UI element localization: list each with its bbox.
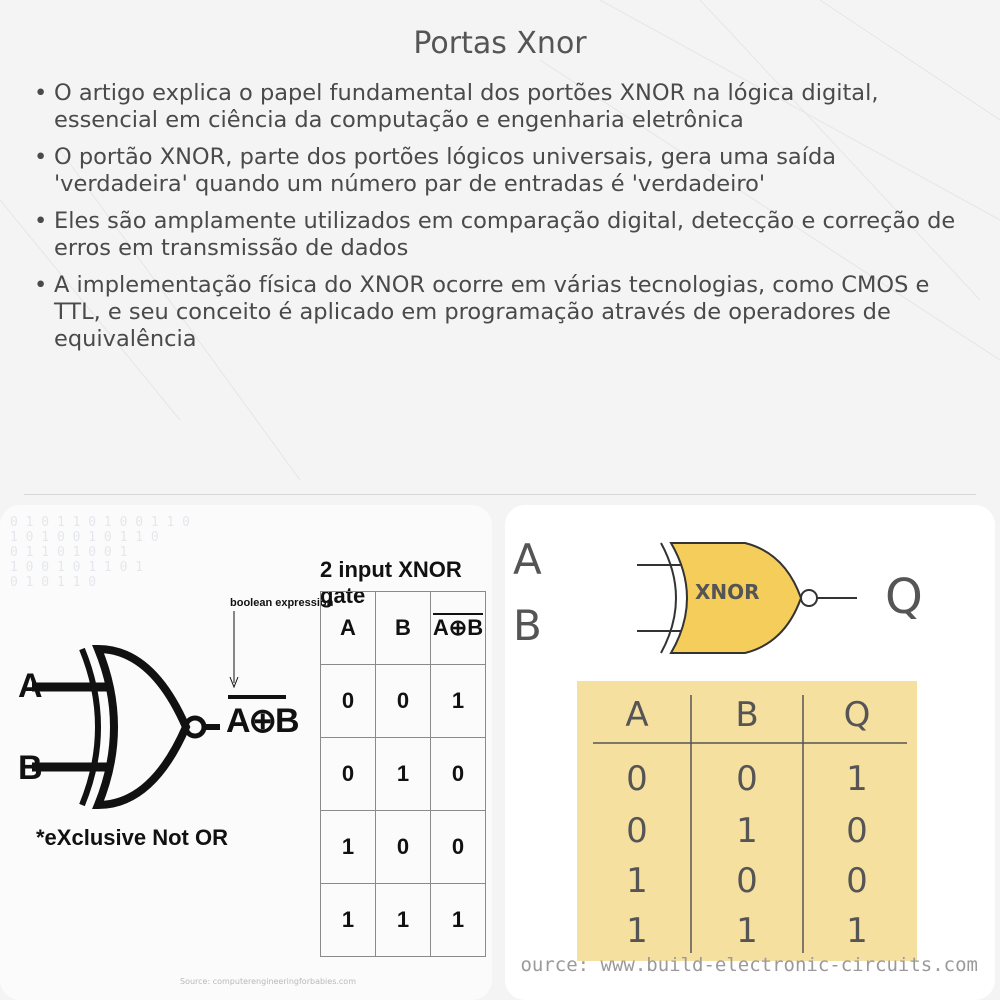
table-cell: 1 [321, 884, 376, 957]
gate-caption: *eXclusive Not OR [36, 825, 228, 850]
boolean-expression-label: boolean expression [230, 597, 334, 609]
table-cell: 0 [626, 759, 648, 799]
table-cell: 1 [376, 738, 431, 811]
table-cell: 0 [321, 738, 376, 811]
source-credit-left: Source: computerengineeringforbabies.com [180, 977, 356, 986]
right-xnor-image [505, 505, 995, 1000]
truth-table-right [577, 681, 917, 961]
table-cell: 1 [626, 911, 648, 951]
bullet-list [30, 80, 960, 363]
table-cell: 1 [321, 811, 376, 884]
table-header-q: Q [843, 695, 871, 735]
arrow-down-icon [228, 611, 240, 691]
truth-table-left [320, 591, 486, 957]
expression-overline [228, 695, 286, 699]
input-b-label: B [513, 601, 542, 650]
source-credit-right: ource: www.build-electronic-circuits.com [520, 954, 978, 976]
table-header-b: B [376, 592, 431, 665]
table-header-output: A⊕B [431, 592, 486, 665]
input-b-label: B [18, 749, 43, 787]
input-a-label: A [513, 535, 542, 584]
table-header-a: A [625, 695, 649, 735]
input-a-label: A [18, 667, 43, 705]
bullet-text: Eles são amplamente utilizados em comparação digital, detecção e correção de erros em transmissão de dados [54, 208, 956, 261]
binary-background: 0 1 0 1 1 0 1 0 0 1 1 0 1 0 1 0 0 1 0 1 1 0 0 1 1 0 1 0 0 1 1 0 0 1 0 1 1 0 1 0 1 0 1 1 0 [10, 515, 191, 590]
bullet-item: • O portão XNOR, parte dos portões lógicos universais, gera uma saída 'verdadeira' quando um número par de entradas é 'verdadeiro' [34, 144, 837, 197]
bullet-text: A implementação física do XNOR ocorre em várias tecnologias, como CMOS e TTL, e seu conceito é aplicado em programação através de operadores de equivalência [54, 272, 930, 352]
table-title: 2 input XNOR gate [320, 557, 462, 608]
table-cell: 0 [431, 811, 486, 884]
bullet-item: • A implementação física do XNOR ocorre em várias tecnologias, como CMOS e TTL, e seu conceito é aplicado em programação através de operadores de equivalência [34, 272, 930, 352]
table-cell: 1 [376, 884, 431, 957]
table-cell: 0 [626, 811, 648, 851]
table-cell: 0 [736, 861, 758, 901]
left-xnor-image [0, 505, 492, 1000]
table-cell: 0 [846, 811, 868, 851]
gate-label: XNOR [695, 580, 760, 604]
table-header-b: B [735, 695, 759, 735]
bullet-text: O portão XNOR, parte dos portões lógicos universais, gera uma saída 'verdadeira' quando um número par de entradas é 'verdadeiro' [54, 144, 837, 197]
table-row [321, 811, 486, 884]
bullet-item: • Eles são amplamente utilizados em comparação digital, detecção e correção de erros em transmissão de dados [34, 208, 956, 261]
table-row [321, 884, 486, 957]
table-cell: 0 [376, 811, 431, 884]
boolean-expression: A⊕B [226, 702, 298, 740]
table-row [321, 738, 486, 811]
table-cell: 0 [376, 665, 431, 738]
table-cell: 1 [431, 884, 486, 957]
table-cell: 0 [321, 665, 376, 738]
table-cell: 1 [846, 759, 868, 799]
table-cell: 1 [626, 861, 648, 901]
bullet-text: O artigo explica o papel fundamental dos portões XNOR na lógica digital, essencial em ciência da computação e engenharia eletrônica [54, 80, 879, 133]
table-cell: 0 [431, 738, 486, 811]
table-cell: 1 [736, 811, 758, 851]
table-cell: 0 [846, 861, 868, 901]
output-q-label: Q [885, 569, 923, 625]
table-header-a: A [321, 592, 376, 665]
table-cell: 1 [736, 911, 758, 951]
table-cell: 0 [736, 759, 758, 799]
table-row [321, 665, 486, 738]
table-cell: 1 [846, 911, 868, 951]
divider [24, 494, 976, 495]
bullet-item: • O artigo explica o papel fundamental dos portões XNOR na lógica digital, essencial em ciência da computação e engenharia eletrônica [34, 80, 879, 133]
page-title: Portas Xnor [413, 26, 587, 61]
table-cell: 1 [431, 665, 486, 738]
